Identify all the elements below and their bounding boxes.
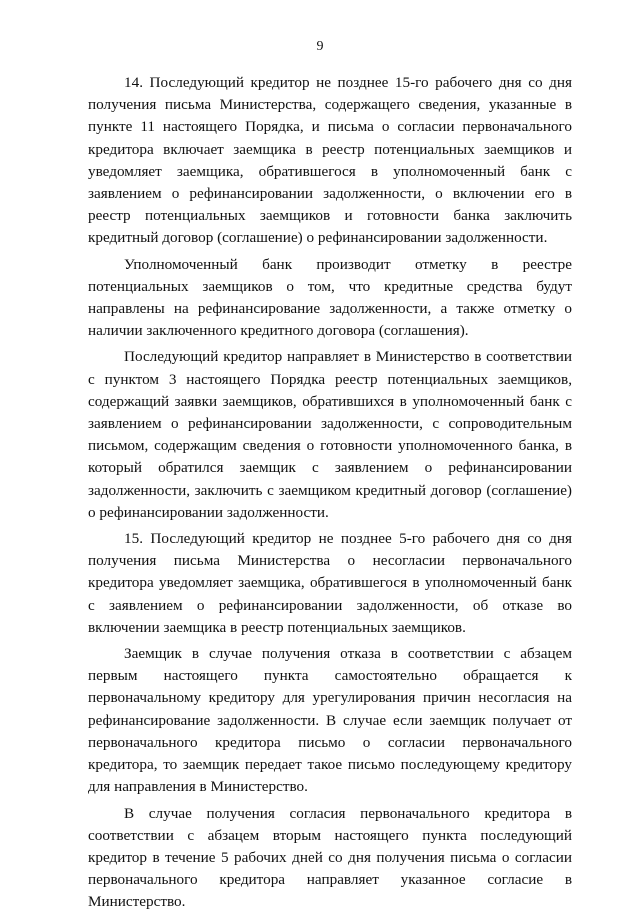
page-number: 9: [316, 39, 324, 54]
paragraph-15: 15. Последующий кредитор не позднее 5-го рабочего дня со дня получения письма Министерства о несогласии первоначального кредитора уведомляет заемщика, обратившегося в уполномоченный банк с заявлением о рефинансировании задолженности, об отказе во включении заемщика в реестр потенциальных заемщиков.: [88, 530, 572, 636]
paragraph-consent: В случае получения согласия первоначального кредитора в соответствии с абзацем вторым настоящего пункта последующий кредитор в течение 5 рабочих дней со дня получения письма о согласии первоначального кредитора направляет указанное согласие в Министерство.: [88, 804, 572, 911]
paragraph-refusal: Заемщик в случае получения отказа в соответствии с абзацем первым настоящего пункта самостоятельно обращается к первоначальному кредитору для урегулирования причин несогласия на рефинансирование задолженности. В случае если заемщик получает от первоначального кредитора письмо о согласии первоначального кредитора, то заемщик передает такое письмо последующему кредитору для направления в Министерство.: [88, 645, 572, 796]
paragraph-14: 14. Последующий кредитор не позднее 15-го рабочего дня со дня получения письма Министерства, содержащего сведения, указанные в пункте 11 настоящего Порядка, и письма о согласии первоначального кредитора включает заемщика в реестр потенциальных заемщиков и уведомляет заемщика, обратившегося в уполномоченный банк с заявлением о рефинансировании задолженности, о включении его в реестр потенциальных заемщиков и готовности банка заключить кредитный договор (соглашение) о рефинансировании задолженности.: [88, 74, 572, 247]
document-body: [88, 72, 572, 914]
paragraph-registry-submission: Последующий кредитор направляет в Министерство в соответствии с пунктом 3 настоящего Порядка реестр потенциальных заемщиков, содержащий заявки заемщиков, обратившихся в уполномоченный банк с заявлением о рефинансировании задолженности, с сопроводительным письмом, содержащим сведения о готовности уполномоченного банка, в который обратился заемщик с заявлением о рефинансировании задолженности, заключить с заемщиком кредитный договор (соглашение) о рефинансировании задолженности.: [88, 348, 572, 521]
paragraph-bank-mark: Уполномоченный банк производит отметку в реестре потенциальных заемщиков о том, что кредитные средства будут направлены на рефинансирование задолженности, а также отметку о наличии заключенного кредитного договора (соглашения).: [88, 255, 572, 340]
